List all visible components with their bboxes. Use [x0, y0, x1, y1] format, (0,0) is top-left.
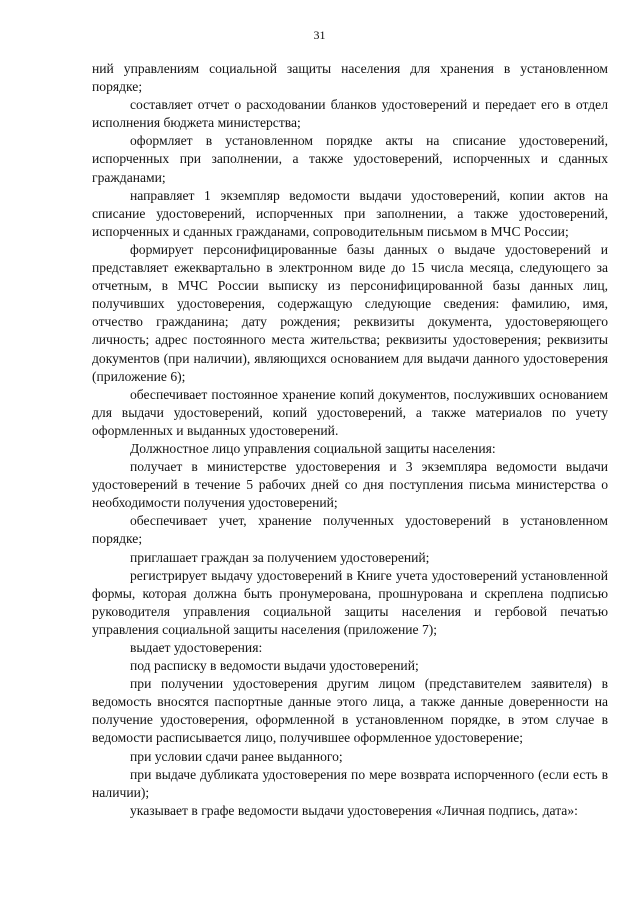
page-number: 31 — [313, 28, 326, 42]
paragraph: при выдаче дубликата удостоверения по мере возврата испорченного (если есть в наличии); — [92, 766, 608, 800]
paragraph: составляет отчет о расходовании бланков удостоверений и передает его в отдел исполнения бюджета министерства; — [92, 97, 608, 131]
paragraph: выдает удостоверения: — [130, 640, 263, 655]
paragraph: направляет 1 экземпляр ведомости выдачи удостоверений, копии актов на списание удостоверений, испорченных при заполнении, а также удостоверений, испорченных и сданных гражданами, сопроводительным письмом в МЧС России; — [92, 187, 608, 239]
paragraph: при условии сдачи ранее выданного; — [130, 748, 343, 764]
paragraph: при получении удостоверения другим лицом (представителем заявителя) в ведомость вносятся паспортные данные этого лица, а также данные доверенности на получение удостоверения, оформленной в установленном порядке, в этом случае в ведомости расписывается лицо, получившее оформленное удостоверение; — [92, 676, 608, 746]
paragraph: регистрирует выдачу удостоверений в Книге учета удостоверений установленной формы, которая должна быть пронумерована, прошнурована и скреплена подписью руководителя управления социальной защиты населения и гербовой печатью управления социальной защиты населения (приложение 7); — [92, 567, 608, 637]
paragraph: формирует персонифицированные базы данных о выдаче удостоверений и представляет ежеквартально в электронном виде до 15 числа месяца, следующего за отчетным, в МЧС России выписку из персонифицированной базы данных лиц, получивших удостоверения, содержащую следующие сведения: фамилию, имя, отчество гражданина; дату рождения; реквизиты документа, удостоверяющего личность; адрес постоянного места жительства; реквизиты удостоверения; реквизиты документов (при наличии), являющихся основанием для выдачи данного удостоверения (приложение 6); — [92, 241, 608, 384]
document-body — [92, 60, 608, 820]
paragraph: получает в министерстве удостоверения и 3 экземпляра ведомости выдачи удостоверений в течение 5 рабочих дней со дня поступления письма министерства о необходимости получения удостоверений; — [92, 459, 608, 511]
paragraph: приглашает граждан за получением удостоверений; — [130, 549, 430, 565]
paragraph: указывает в графе ведомости выдачи удостоверения «Личная подпись, дата»: — [130, 802, 578, 818]
paragraph: под расписку в ведомости выдачи удостоверений; — [130, 658, 419, 674]
paragraph: Должностное лицо управления социальной защиты населения: — [130, 440, 496, 456]
paragraph: обеспечивает учет, хранение полученных удостоверений в установленном порядке; — [92, 513, 608, 547]
paragraph: обеспечивает постоянное хранение копий документов, послуживших основанием для выдачи удостоверений, копий удостоверений, а также материалов по учету оформленных и выданных удостоверений. — [92, 386, 608, 438]
paragraph: оформляет в установленном порядке акты на списание удостоверений, испорченных при заполнении, а также удостоверений, испорченных и сданных гражданами; — [92, 133, 608, 185]
paragraph: ний управлениям социальной защиты населения для хранения в установленном порядке; — [92, 61, 608, 95]
